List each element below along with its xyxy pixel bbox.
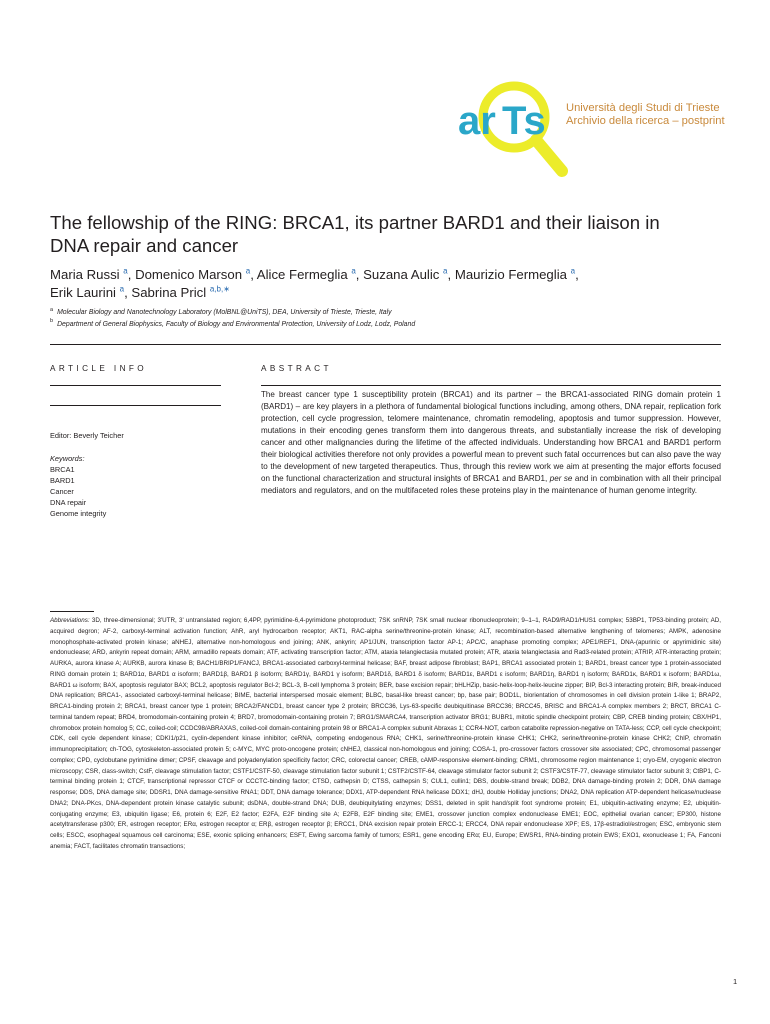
author-name: [455, 267, 575, 282]
abbreviations-text: 3D, three-dimensional; 3'UTR, 3' untranslated region; 6,4PP, pyrimidine-6,4-pyrimidone photoproduct; 7SK snRNP, 7SK small nuclear ribonucleoprotein; 9–1–1, RAD9/RAD1/HUS1 complex; 53BP1, TP53-binding protein; AD, acquired degron; AF-2, carboxyl-terminal activation function; AhR, aryl hydrocarbon receptor; AKT1, RAC-alpha serine/threonine-protein kinase; ALT, recombination-based alternative lengthening of telomeres; AMPK, adenosine monophosphate-activated protein kinase; aNHEJ, alternative non-homologous end joining; ANK, ankyrin; AP1/JUN, transcription factor AP-1; APC/C, anaphase promoting complex; APE1/REF1, DNA-(apurinic or apyrimidinic site) endonuclease; ARD, ankyrin repeat domain; ARM, armadillo repeats domain; ATF, activating transcription factor; ATM, ataxia telangiectasia mutated protein; ATR, ataxia telangiectasia and Rad3-related protein; ATRIP, ATR-interacting protein; AURKA, aurora kinase A; AURKB, aurora kinase B; BACH1/BRIP1/FANCJ, BRCA1-associated carboxyl-terminal helicase; BAF, breast adipose fibroblast; BAP1, BRCA1 associated protein 1; BARD1, breast cancer type 1 protein-associated RING domain protein 1; BARD1α, BARD1 α isoform; BARD1β, BARD1 β isoform; BARD1γ, BARD1 γ isoform; BARD1δ, BARD1 δ isoform; BARD1ε, BARD1 ε isoform; BARD1η, BARD1 η isoform; BARD1κ, BARD1 κ isoform; BARD1ω, BARD1 ω isoform; BAX, apoptosis regulator BAX; BCL2, apoptosis regulator Bcl-2; BCL-3, B-cell lymphoma 3 protein; BER, base excision repair; bHLHZip, basic-helix-loop-helix-leucine zipper; BIP, Bcl-3 interacting protein; BIR, break-induced DNA replication; BRCA1-, associated carboxyl-terminal helicase; BIME, bacterial interspersed mosaic element; BLBC, basal-like breast cancer; bp, base pair; BOD1L, biorientation of chromosomes in cell division protein 1-like 1; BRAP2, BRCA1-binding protein 2; BRCA1, breast cancer type 1 protein; BRCA2/FANCD1, breast cancer type 2 protein; BRCC36, Lys-63-specific deubiquitinase BRCC36; BRCC45, BRISC and BRCA1-A complex members 2; BRCT, BRCA1 C-terminal tandem repeat; BRD4, bromodomain-containing protein 4; BRD7, bromodomain-containing protein 7; BRG1/SMARCA4, transcription activator BRG1; BUBR1, mitotic spindle checkpoint protein; CBP, CREB binding protein; CBX/HP1, chromobox protein homolog 5; CC, coiled-coil; CCDC98/ABRAXAS, coiled-coil domain-containing protein 98 or BRCA1-A complex subunit Abraxas 1; CCR4-NOT, carbon catabolite repression-negative on TATA-less; CCP, cell cycle checkpoint; CDK, cell cycle dependent kinase; CDKI1/p21, cyclin-dependent kinase inhibitor; ceRNA, competing endogenous RNA; CHK1, serine/threonine-protein kinase CHK1; CHK2, serine/threonine-protein kinase CHK2; ChIP, chromatin immunoprecipitation; ch-TOG, cytoskeleton-associated protein 5; c-MYC, MYC proto-oncogene protein; cNHEJ, classical non-homologous end joining; COSA-1, pro-crossover factors crossover site associated; CPC, chromosomal passenger complex; CPD, cyclobutane pyrimidine dimer; CPSF, cleavage and polyadenylation specificity factor; CRC, colorectal cancer; CREB, cAMP-responsive element-binding; CRM1, chromosome region maintenance 1; cryo-EM, cryogenic electron microscopy; CSR, class-switch; CstF, cleavage stimulation factor; CSTF1/CSTF-50, cleavage stimulation factor subunit 1; CSTF2/CSTF-64, cleavage stimulator factor subunit 2; CSTF3/CSTF-77, cleavage stimulator factor subunit 3; CtBP1, C-terminal binding protein 1; CTCF, transcriptional repressor CTCF or CCCTC-binding factor; CTSD, cathepsin D; CTSS, cathepsin S; CUL1, cullin1; DBS, double-strand break; DDB2, DNA damage-binding protein 2; DDR, DNA damage response; DDS, DNA damage site; DDSR1, DNA damage-sensitive RNA1; DDT, DNA damage tolerance; DDX1, ATP-dependent RNA helicase DDX1; dHJ, double Holliday junctions; DNA2, DNA replication ATP-dependent helicase/nuclease DNA2; DNA-PKcs, DNA-dependent protein kinase catalytic subunit; dsDNA, double-strand DNA; DUB, deubiquitylating enzymes; DSS1, deleted in split hand/split foot syndrome protein; E1, ubiquitin-activating enzyme; E2, ubiquitin-conjugating enzyme; E3, ubiquitin ligase; E6, protein 6; E2F, E2 factor; E2FA, E2F binding site A; E2FB, E2F binding site; EME1, crossover junction complex endonuclease EME1; EOC, epithelial ovarian cancer; EP300, histone acetyltransferase p300; ER, estrogen receptor; ERα, estrogen receptor α; ERβ, estrogen receptor β; ERCC1, DNA excision repair protein ERCC-1; ERCC4, DNA repair endonuclease XPF; ES, 17β-estradiol/estrogen; ESC, embryonic stem cells; ESCC, esophageal squamous cell carcinoma; ESE, exonic splicing enhancers; ESFT, Ewing sarcoma family of tumors; ESR1, gene encoding ERα; EU, Europe; EWSR1, RNA-binding protein EWS; EXO1, exonuclease 1; FA, Fanconi anemia; FACT, facilitates chromatin transactions;: [50, 617, 721, 850]
author-name: [131, 285, 229, 300]
author-name: [50, 285, 124, 300]
keyword-item: BRCA1: [50, 465, 75, 474]
author-name-text: Maria Russi: [50, 267, 124, 282]
abstract-text-italic: per se: [549, 473, 573, 483]
archive-name-line1: Università degli Studi di Trieste: [566, 102, 720, 114]
keyword-item: BARD1: [50, 476, 75, 485]
author-name-text: Sabrina Pricl: [131, 285, 210, 300]
article-info-panel: [50, 430, 220, 519]
author-name-text: Maurizio Fermeglia: [454, 267, 571, 282]
article-info-heading: ARTICLE INFO: [50, 364, 148, 373]
page-number: 1: [733, 977, 738, 986]
author-name-text: Alice Fermeglia: [256, 267, 352, 282]
abstract-heading: ABSTRACT: [261, 364, 332, 373]
affiliation-item: [50, 319, 710, 331]
abstract-text-part1: The breast cancer type 1 susceptibility protein (BRCA1) and its partner – the BRCA1-associated RING domain protein 1 (BARD1) – are key players in a plethora of fundamental biological functions including, among others, DNA repair, replication fork protection, cell cycle progression, telomere maintenance, chromatin remodeling, apoptosis and tumor suppression. However, mutations in their encoding genes transform them into dangerous threats, and substantially increase the risk of developing cancer and other malignancies during the lifetime of the affected individuals. Understanding how BRCA1 and BARD1 perform their biological activities therefore not only provides a powerful mean to prevent such fatal occurrences but can also pave the way to the development of new targeted therapeutics. Thus, through this review work we aim at presenting the major efforts focused on the functional characterization and structural insights of BRCA1 and BARD1,: [261, 390, 721, 483]
abbreviations-label: Abbreviations:: [50, 617, 90, 624]
keyword-item: Cancer: [50, 487, 74, 496]
abbreviations-footnote: [50, 616, 721, 853]
affiliation-text: Molecular Biology and Nanotechnology Laboratory (MolBNL@UniTS), DEA, University of Trieste, Trieste, Italy: [57, 309, 392, 316]
abstract-body: [261, 389, 721, 497]
affiliation-mark: b: [50, 318, 54, 325]
affiliation-marker[interactable]: a: [123, 266, 128, 276]
affiliation-list: [50, 307, 710, 330]
article-info-divider-bottom: [50, 405, 221, 406]
archive-name: [566, 102, 725, 128]
keyword-list: [50, 464, 220, 519]
author-name-text: Erik Laurini: [50, 285, 120, 300]
affiliation-marker[interactable]: a: [245, 266, 251, 276]
author-name-text: Domenico Marson: [135, 267, 246, 282]
article-title: The fellowship of the RING: BRCA1, its partner BARD1 and their liaison in DNA repair and cancer: [50, 212, 660, 256]
archive-name-line2: Archivio della ricerca – postprint: [566, 115, 725, 127]
author-name: [50, 267, 128, 282]
author-name-text: Suzana Aulic: [363, 267, 444, 282]
affiliation-item: [50, 307, 710, 319]
author-list: Maria Russi $^a$, Domenico Marson $^a$, Alice Fermeglia $^a$, Suzana Aulic $^a$, Maurizio Fermeglia $^a$, Erik Laurini $^a$, Sabrina Pricl $^{a,b,∗}$: [50, 266, 579, 300]
affiliation-marker[interactable]: a: [570, 266, 576, 276]
editor-line: Editor: Beverly Teicher: [50, 431, 124, 440]
author-name: [363, 267, 447, 282]
abstract-text-part2: and in combination with all their principal mediators and regulators, and on the multifaceted roles these proteins play in the maintenance of human genome integrity.: [261, 473, 721, 495]
wordmark-ar: ar: [458, 99, 496, 143]
keyword-item: Genome integrity: [50, 509, 107, 518]
arts-wordmark: [454, 86, 574, 156]
affiliation-marker[interactable]: a,b,∗: [209, 284, 230, 294]
affiliation-mark: a: [50, 306, 54, 313]
wordmark-ts: Ts: [502, 99, 546, 143]
abstract-divider: [261, 385, 721, 386]
footnote-divider: [50, 611, 94, 612]
keyword-item: DNA repair: [50, 498, 87, 507]
author-name: [257, 267, 356, 282]
affiliation-marker[interactable]: a: [443, 266, 448, 276]
keywords-title: Keywords:: [50, 454, 85, 463]
archive-logo: [454, 80, 725, 180]
affiliation-text: Department of General Biophysics, Faculty of Biology and Environmental Protection, University of Lodz, Lodz, Poland: [57, 320, 416, 328]
affiliation-marker[interactable]: a: [119, 284, 125, 294]
article-info-divider-top: [50, 385, 221, 386]
author-name: [135, 267, 250, 282]
header-divider: [50, 344, 721, 345]
affiliation-marker[interactable]: a: [351, 266, 356, 276]
